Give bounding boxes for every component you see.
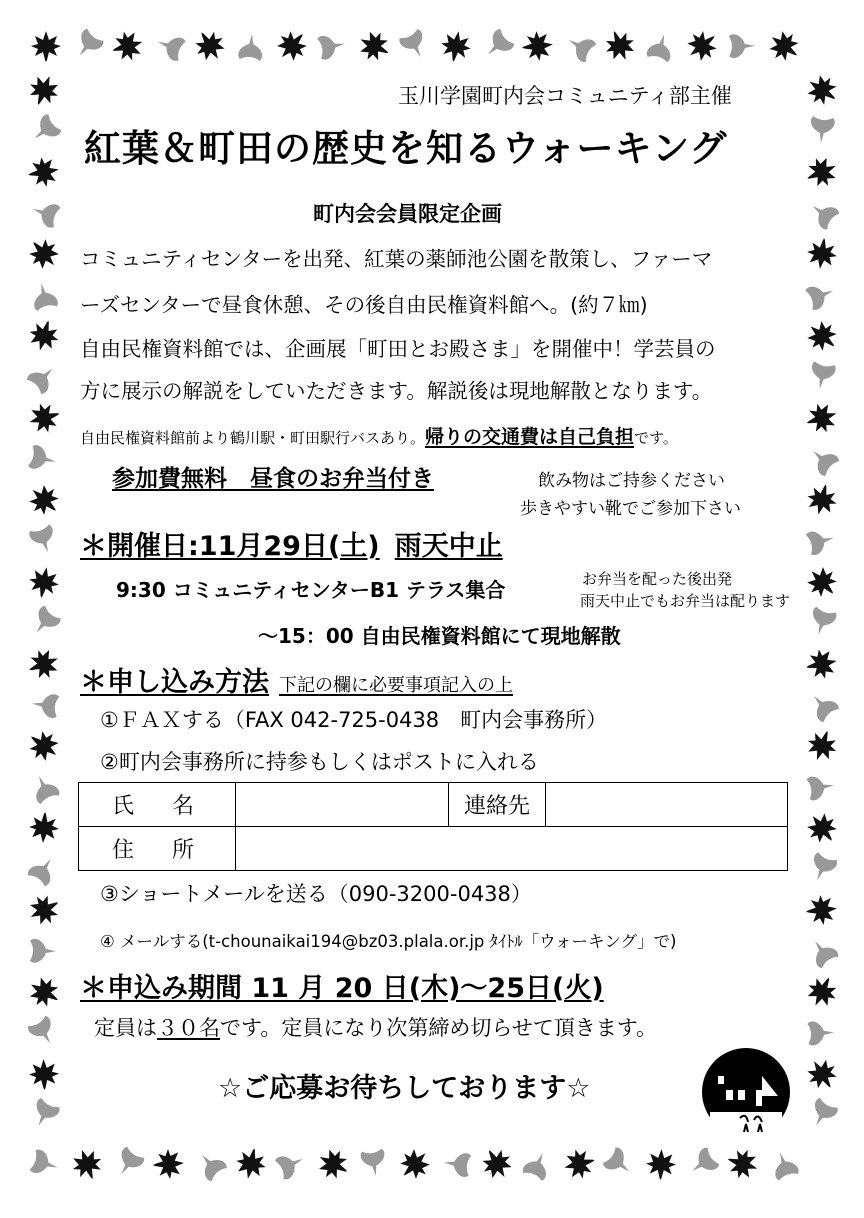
ginkgo-leaf-icon xyxy=(805,442,840,477)
fare-note: 帰りの交通費は自己負担 xyxy=(425,426,635,448)
ginkgo-leaf-icon xyxy=(685,1146,720,1180)
apply-email: ④ メールする(t-chounaikai194@bz03.plala.or.jp ﾀｲﾄﾙ「ウォーキング」で) xyxy=(100,932,677,951)
ginkgo-leaf-icon xyxy=(27,1015,61,1050)
ginkgo-leaf-icon xyxy=(154,31,187,63)
house-icon xyxy=(700,1046,792,1146)
ginkgo-leaf-icon xyxy=(27,113,62,148)
ginkgo-leaf-icon xyxy=(398,28,431,62)
ginkgo-leaf-icon xyxy=(193,1147,228,1182)
ginkgo-leaf-icon xyxy=(646,31,676,62)
maple-leaf-icon xyxy=(561,1146,598,1183)
form-row-name xyxy=(79,783,788,827)
fee-heading: 参加費無料 昼食のお弁当付き xyxy=(112,466,434,492)
maple-leaf-icon xyxy=(476,1143,517,1185)
apply-fax: ①ＦＡＸする（FAX 042-725-0438 町内会事務所） xyxy=(100,708,608,732)
maple-leaf-icon xyxy=(763,25,806,67)
ginkgo-leaf-icon xyxy=(28,1097,61,1131)
maple-leaf-icon xyxy=(804,481,841,518)
maple-leaf-icon xyxy=(31,31,61,62)
ginkgo-leaf-icon xyxy=(27,605,62,640)
description-line-1: コミュニティセンターを出発、紅葉の薬師池公園を散策し、ファーマ xyxy=(80,247,713,271)
closing-message: ☆ご応募お待ちしております☆ xyxy=(218,1073,591,1104)
address-field[interactable] xyxy=(236,827,788,871)
ginkgo-leaf-icon xyxy=(29,1148,61,1178)
maple-leaf-icon xyxy=(24,644,64,683)
maple-leaf-icon xyxy=(313,1144,354,1185)
capacity-prefix: 定員は xyxy=(94,1016,157,1040)
bus-note: 自由民権資料館前より鶴川駅・町田駅行バスあり。 xyxy=(80,429,426,447)
maple-leaf-icon xyxy=(681,24,724,67)
ginkgo-leaf-icon xyxy=(360,1148,388,1177)
ginkgo-leaf-icon xyxy=(28,771,61,805)
rain-cancel: 雨天中止 xyxy=(394,531,503,562)
name-field[interactable] xyxy=(236,783,449,827)
maple-leaf-icon xyxy=(24,972,66,1013)
maple-leaf-icon xyxy=(801,315,844,358)
description-line-4: 方に展示の解説をしていただきます。解説後は現地解散となります。 xyxy=(80,379,713,403)
ginkgo-leaf-icon xyxy=(808,361,836,391)
maple-leaf-icon xyxy=(805,894,839,927)
maple-leaf-icon xyxy=(108,27,146,64)
ginkgo-leaf-icon xyxy=(30,939,56,963)
ginkgo-leaf-icon xyxy=(806,1097,839,1131)
maple-leaf-icon xyxy=(189,24,231,66)
ginkgo-leaf-icon xyxy=(806,851,838,884)
ginkgo-leaf-icon xyxy=(317,32,347,60)
ginkgo-leaf-icon xyxy=(30,281,59,312)
shoes-note: 歩きやすい靴でご参加下さい xyxy=(520,499,741,519)
maple-leaf-icon xyxy=(26,565,61,601)
ginkgo-leaf-icon xyxy=(769,1149,800,1181)
capacity-number: ３０名 xyxy=(157,1016,220,1040)
ginkgo-leaf-icon xyxy=(806,773,835,801)
apply-heading: ＊申し込み方法 xyxy=(80,667,269,698)
ginkgo-leaf-icon xyxy=(805,688,840,723)
maple-leaf-icon xyxy=(68,1145,107,1184)
lunch-note: お弁当を配った後出発 xyxy=(582,570,733,588)
drink-note: 飲み物はご持参ください xyxy=(538,471,725,491)
apply-office: ②町内会事務所に持参もしくはポストに入れる xyxy=(100,750,539,774)
ginkgo-leaf-icon xyxy=(238,33,264,61)
ginkgo-leaf-icon xyxy=(807,606,837,638)
ginkgo-leaf-icon xyxy=(480,28,515,63)
ginkgo-leaf-icon xyxy=(111,1146,145,1181)
transport-note xyxy=(80,422,678,449)
ginkgo-leaf-icon xyxy=(28,444,59,473)
ginkgo-leaf-icon xyxy=(274,1148,308,1181)
end-info: ～15：00 自由民権資料館にて現地解散 xyxy=(258,624,621,648)
ginkgo-leaf-icon xyxy=(26,852,60,887)
maple-leaf-icon xyxy=(805,236,839,271)
maple-leaf-icon xyxy=(23,479,66,522)
ginkgo-leaf-icon xyxy=(443,1151,472,1178)
maple-leaf-icon xyxy=(354,26,395,67)
address-label: 住 所 xyxy=(79,827,236,871)
description-line-3: 自由民権資料館では、企画展「町田とお殿さま」を開催中！学芸員の xyxy=(80,337,716,361)
maple-leaf-icon xyxy=(801,69,843,111)
maple-leaf-icon xyxy=(801,561,844,604)
maple-leaf-icon xyxy=(24,70,63,110)
capacity-text xyxy=(94,1012,657,1042)
maple-leaf-icon xyxy=(22,724,65,766)
rain-lunch-note: 雨天中止でもお弁当は配ります xyxy=(580,592,791,610)
contact-field[interactable] xyxy=(546,783,788,827)
ginkgo-leaf-icon xyxy=(31,692,60,719)
maple-leaf-icon xyxy=(25,316,62,354)
name-label: 氏 名 xyxy=(79,783,236,827)
fare-suffix: です。 xyxy=(634,429,678,447)
sponsor-text: 玉川学園町内会コミュニティ部主催 xyxy=(398,84,732,108)
apply-heading-row xyxy=(80,660,513,699)
page-title: 紅葉＆町田の歴史を知るウォーキング xyxy=(84,127,728,170)
maple-leaf-icon xyxy=(25,399,63,436)
maple-leaf-icon xyxy=(393,1143,436,1186)
maple-leaf-icon xyxy=(28,1058,59,1090)
form-row-address xyxy=(79,827,788,871)
description-line-2: ーズセンターで昼食休憩、その後自由民権資料館へ。(約７㎞) xyxy=(80,293,648,317)
maple-leaf-icon xyxy=(438,29,473,65)
date-heading: ＊開催日:11月29日(土) xyxy=(80,531,380,562)
ginkgo-leaf-icon xyxy=(29,198,61,229)
subtitle: 町内会会員限定企画 xyxy=(313,202,502,226)
maple-leaf-icon xyxy=(801,807,844,850)
maple-leaf-icon xyxy=(723,1145,762,1183)
maple-leaf-icon xyxy=(801,152,842,192)
maple-leaf-icon xyxy=(152,1148,185,1180)
period-heading: ＊申込み期間 11 月 20 日(木)～25日(火) xyxy=(80,973,604,1004)
maple-leaf-icon xyxy=(26,155,62,190)
ginkgo-leaf-icon xyxy=(807,1020,834,1045)
maple-leaf-icon xyxy=(803,726,842,765)
ginkgo-leaf-icon xyxy=(805,280,838,312)
apply-heading-note: 下記の欄に必要事項記入の上 xyxy=(279,675,513,696)
ginkgo-leaf-icon xyxy=(70,28,105,63)
maple-leaf-icon xyxy=(802,971,843,1012)
ginkgo-leaf-icon xyxy=(563,30,598,64)
maple-leaf-icon xyxy=(28,811,60,844)
maple-leaf-icon xyxy=(24,889,65,930)
maple-leaf-icon xyxy=(645,1148,676,1180)
maple-leaf-icon xyxy=(801,1053,843,1095)
application-form xyxy=(78,782,788,871)
contact-label: 連絡先 xyxy=(449,783,546,827)
schedule-heading xyxy=(80,524,503,563)
ginkgo-leaf-icon xyxy=(729,34,755,58)
maple-leaf-icon xyxy=(600,26,639,66)
start-info: 9:30 コミュニティセンターB1 テラス集合 xyxy=(116,578,506,602)
ginkgo-leaf-icon xyxy=(522,1148,554,1181)
maple-leaf-icon xyxy=(271,24,314,67)
ginkgo-leaf-icon xyxy=(805,526,836,556)
maple-leaf-icon xyxy=(521,30,555,63)
maple-leaf-icon xyxy=(22,232,65,275)
ginkgo-leaf-icon xyxy=(602,1146,637,1181)
ginkgo-leaf-icon xyxy=(26,360,61,395)
ginkgo-leaf-icon xyxy=(805,934,839,969)
maple-leaf-icon xyxy=(803,646,840,682)
maple-leaf-icon xyxy=(233,1145,269,1182)
maple-leaf-icon xyxy=(802,399,841,437)
ginkgo-leaf-icon xyxy=(805,196,840,231)
apply-sms: ③ショートメールを送る（090-3200-0438） xyxy=(100,882,532,906)
ginkgo-leaf-icon xyxy=(809,116,835,144)
capacity-suffix: です。定員になり次第締め切らせて頂きます。 xyxy=(220,1016,658,1040)
ginkgo-leaf-icon xyxy=(28,524,59,556)
